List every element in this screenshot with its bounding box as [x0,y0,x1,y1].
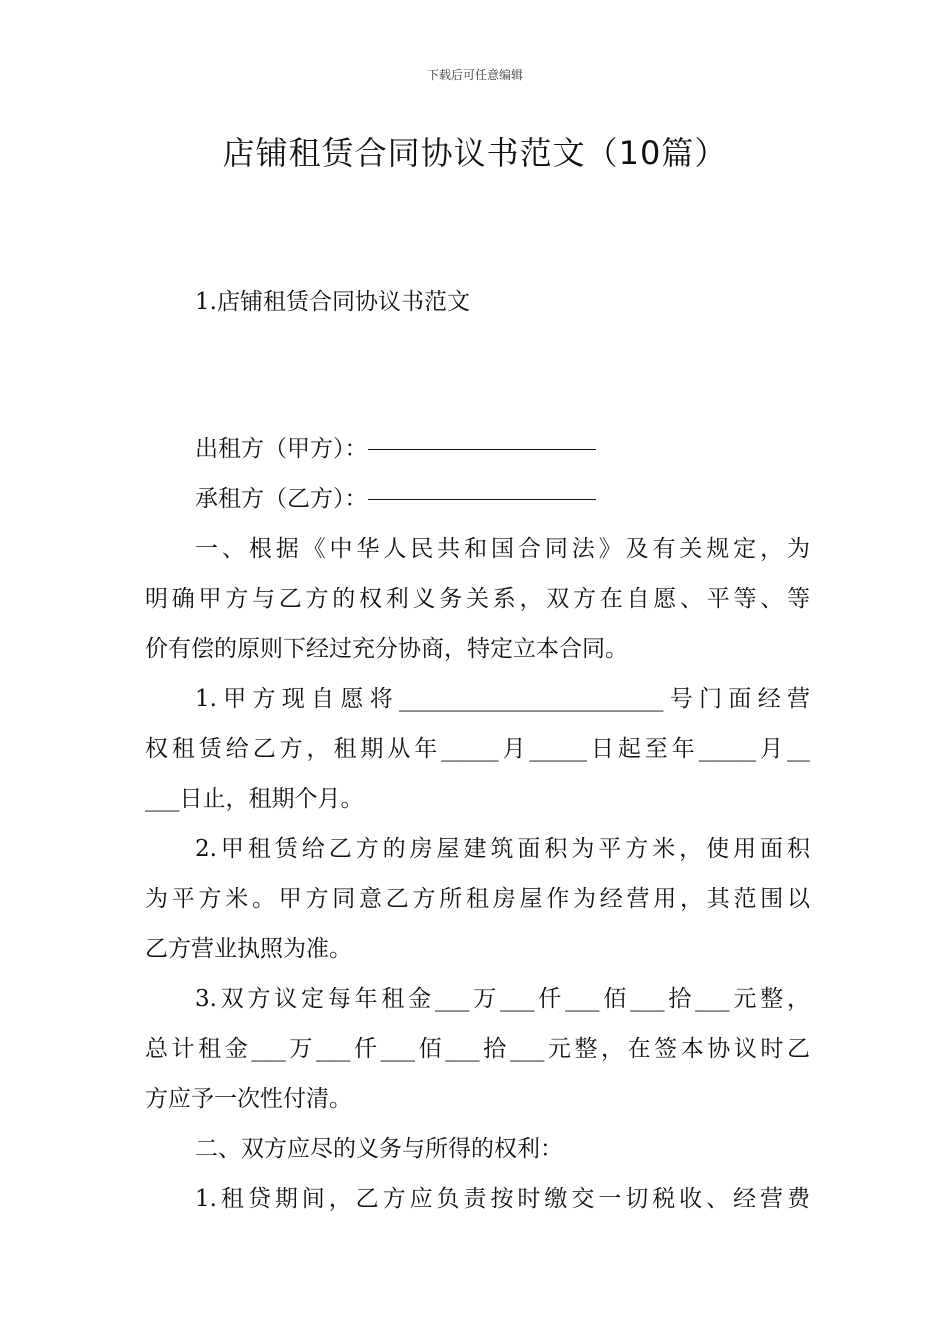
paragraph-line: 2.甲租赁给乙方的房屋建筑面积为平方米，使用面积 [195,836,810,862]
paragraph-line: 总计租金___万___仟___佰___拾___元整，在签本协议时乙 [145,1036,810,1062]
lessor-label: 出租方（甲方）： [195,436,368,462]
paragraph-line: 3.双方议定每年租金___万___仟___佰___拾___元整， [195,986,810,1012]
paragraph-line: 明确甲方与乙方的权利义务关系，双方在自愿、平等、等 [145,586,810,612]
paragraph-line: 乙方营业执照为准。 [145,936,352,962]
paragraph-line: 方应予一次性付清。 [145,1086,352,1112]
lessee-label: 承租方（乙方）： [195,486,368,512]
paragraph [145,1124,810,1174]
paragraph-line: 权租赁给乙方，租期从年_____月_____日起至年_____月__ [145,736,810,762]
paragraph [145,524,810,674]
paragraph-line: ___日止，租期个月。 [145,786,364,812]
lessor-blank[interactable] [368,448,596,450]
lessee-blank[interactable] [368,498,596,500]
paragraph-line: 价有偿的原则下经过充分协商，特定立本合同。 [145,636,628,662]
paragraph [145,974,810,1124]
lessor-line [195,424,596,474]
paragraph-line: 二、双方应尽的义务与所得的权利： [195,1136,563,1162]
lessee-line [195,474,596,524]
section-title: 1.店铺租赁合同协议书范文 [195,289,470,315]
paragraph [145,1174,810,1224]
document-title: 店铺租赁合同协议书范文（10篇） [222,134,728,172]
paragraph-line: 一、根据《中华人民共和国合同法》及有关规定，为 [195,536,810,562]
paragraph [145,824,810,974]
paragraph [145,674,810,824]
paragraph-line: 为平方米。甲方同意乙方所租房屋作为经营用，其范围以 [145,886,810,912]
paragraph-line: 1.甲方现自愿将_______________________号门面经营 [195,686,810,712]
contract-body [145,524,810,1224]
header-note: 下载后可任意编辑 [426,68,523,82]
paragraph-line: 1.租贷期间，乙方应负责按时缴交一切税收、经营费 [195,1186,810,1212]
